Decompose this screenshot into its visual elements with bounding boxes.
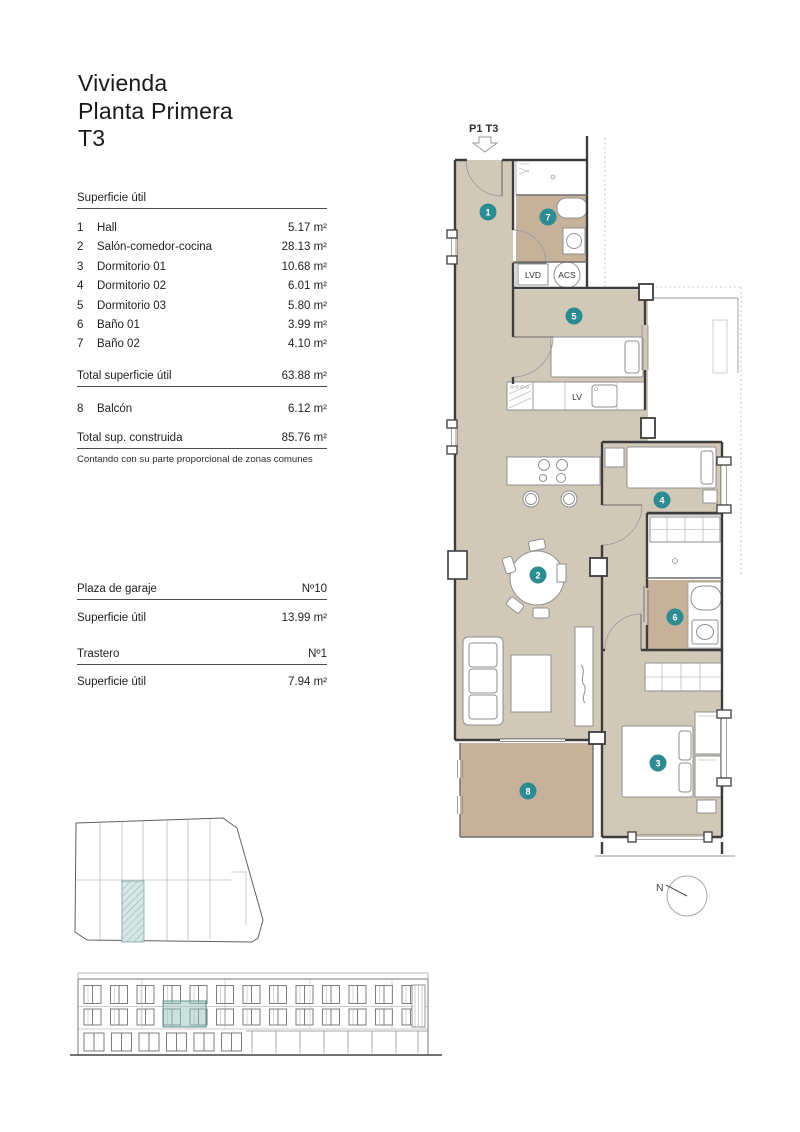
room-badge-5: 5 (571, 311, 577, 322)
room-badge-8: 8 (525, 786, 531, 797)
chair (533, 608, 549, 618)
title-line-2: Planta Primera (78, 97, 233, 124)
garage-title-row: Plaza de garaje Nº10 (77, 583, 327, 600)
footnote: Contando con su parte proporcional de zonas comunes (77, 454, 313, 465)
sofa-cushion (469, 643, 497, 667)
nightstand (605, 448, 624, 467)
dimension-line (78, 973, 428, 978)
side-table (557, 564, 566, 582)
table-row: 3 Dormitorio 01 10.68 m² (77, 260, 327, 273)
windows-ground (82, 1031, 246, 1053)
pillow (679, 731, 691, 760)
balcony-row: 8 Balcón 6.12 m² (77, 403, 327, 415)
room-badge-1: 1 (485, 207, 491, 218)
table-row: 5 Dormitorio 03 5.80 m² (77, 299, 327, 312)
room-badge-4: 4 (659, 495, 665, 506)
tv-sideboard (575, 627, 593, 726)
room-badge-2: 2 (535, 570, 541, 581)
lv-label: LV (572, 392, 582, 402)
room-badge-6: 6 (672, 612, 678, 623)
lvd-label: LVD (525, 270, 541, 280)
storage-area-row: Superficie útil 7.94 m² (77, 676, 327, 688)
neighbour-window (713, 320, 727, 373)
pillow (701, 451, 713, 484)
compass-needle (666, 885, 687, 896)
north-label: N (656, 882, 664, 894)
unit-label: P1 T3 (469, 123, 499, 135)
sofa-cushion (469, 669, 497, 693)
bar-stool-seat (564, 494, 575, 505)
windows-floor-1 (82, 1008, 414, 1026)
pillow (625, 341, 639, 373)
kitchen-sink (592, 385, 617, 407)
table-row: 4 Dormitorio 02 6.01 m² (77, 280, 327, 293)
hob-burner (539, 460, 550, 471)
compass (656, 876, 707, 916)
highlighted-unit-elevation (163, 1001, 206, 1027)
total-built-row: Total sup. construida 85.76 m² (77, 432, 327, 449)
table-row: 1 Hall 5.17 m² (77, 222, 327, 234)
storage-title-row: Trastero Nº1 (77, 648, 327, 665)
hob-burner (557, 460, 568, 471)
floor-plan (445, 120, 755, 930)
table-row: 6 Baño 01 3.99 m² (77, 318, 327, 331)
total-util-row: Total superficie útil 63.88 m² (77, 370, 327, 387)
area-table (77, 219, 327, 355)
bathtub-1 (691, 586, 721, 610)
bedside-unit (703, 490, 717, 503)
sofa-cushion (469, 695, 497, 719)
hob-burner (557, 474, 566, 483)
garage-area-row: Superficie útil 13.99 m² (77, 612, 327, 624)
page-title (78, 70, 233, 153)
bar-stool-seat (526, 494, 537, 505)
room-badge-3: 3 (655, 758, 661, 769)
table-row: 2 Salón-comedor-cocina 28.13 m² (77, 241, 327, 254)
entry-arrow-icon (473, 137, 497, 152)
building-elevation (60, 965, 450, 1070)
acs-label: ACS (558, 270, 576, 280)
room-badge-7: 7 (545, 212, 551, 223)
title-line-3: T3 (78, 125, 106, 151)
bench (697, 800, 716, 813)
wardrobe-room3-side (695, 756, 721, 797)
title-line-1: Vivienda (78, 70, 168, 96)
windows-floor-2 (82, 984, 414, 1005)
washbasin-2 (567, 234, 582, 249)
table-row: 7 Baño 02 4.10 m² (77, 338, 327, 351)
coffee-table (511, 655, 551, 712)
kitchen-island (507, 457, 600, 485)
pillow (679, 763, 691, 792)
bathtub-2 (557, 198, 587, 218)
washbasin-1 (697, 625, 714, 640)
site-plan (60, 810, 290, 960)
area-table-header: Superficie útil (77, 192, 327, 209)
hob-burner (540, 475, 547, 482)
highlighted-unit-hatch (122, 881, 144, 942)
